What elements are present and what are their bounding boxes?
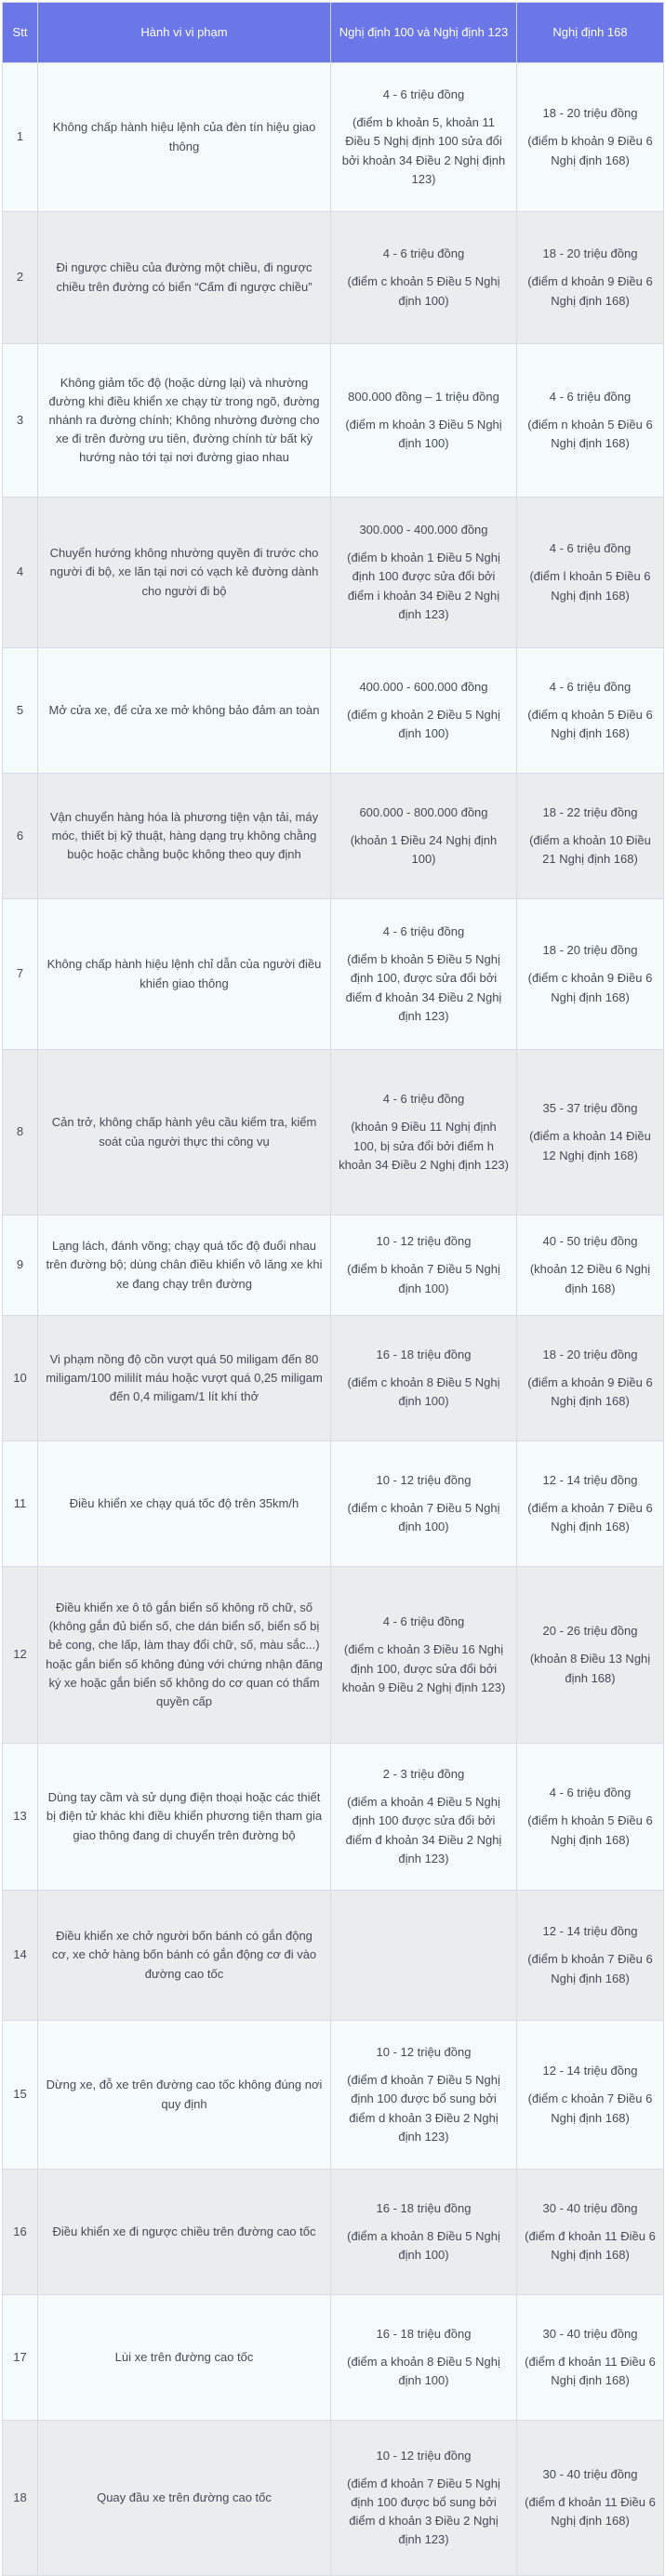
cell-new-fine — [517, 1744, 664, 1891]
violation-text: Dừng xe, đỗ xe trên đường cao tốc không đúng nơi quy định — [46, 2078, 323, 2111]
new-fine-amount: 30 - 40 triệu đồng — [542, 2200, 638, 2215]
old-fine-amount: 16 - 18 triệu đồng — [376, 2326, 472, 2341]
new-fine-amount: 30 - 40 triệu đồng — [542, 2466, 638, 2481]
old-fine-reference: (điểm a khoản 8 Điều 5 Nghị định 100) — [347, 2354, 500, 2388]
cell-new-fine — [517, 1316, 664, 1441]
cell-violation — [38, 2021, 331, 2170]
new-fine-reference: (điểm a khoản 14 Điều 12 Nghị định 168) — [529, 1129, 651, 1162]
new-fine-amount: 12 - 14 triệu đồng — [542, 1472, 638, 1487]
old-fine-reference: (điểm b khoản 7 Điều 5 Nghị định 100) — [347, 1262, 500, 1295]
cell-violation — [38, 1567, 331, 1744]
cell-new-fine — [517, 212, 664, 344]
row-number: 9 — [16, 1257, 24, 1272]
table-row — [3, 2170, 664, 2295]
cell-stt — [3, 1215, 38, 1316]
new-fine-reference: (điểm a khoản 10 Điều 21 Nghị định 168) — [529, 832, 651, 867]
table-body — [3, 63, 664, 2576]
new-fine-amount: 18 - 20 triệu đồng — [542, 106, 638, 121]
header-decree-168: Nghị định 168 — [517, 3, 664, 63]
cell-new-fine — [517, 2295, 664, 2421]
table-header-row — [3, 3, 664, 63]
new-fine-reference: (khoản 8 Điều 13 Nghị định 168) — [529, 1652, 651, 1685]
cell-stt — [3, 1316, 38, 1441]
cell-stt — [3, 648, 38, 774]
cell-old-fine — [331, 2170, 517, 2295]
new-fine-reference: (điểm c khoản 9 Điều 6 Nghị định 168) — [527, 971, 653, 1004]
violation-text: Lùi xe trên đường cao tốc — [114, 2349, 254, 2364]
cell-violation — [38, 1050, 331, 1215]
table-row — [3, 1744, 664, 1891]
cell-violation — [38, 1744, 331, 1891]
cell-old-fine — [331, 2295, 517, 2421]
row-number: 2 — [16, 270, 24, 285]
cell-stt — [3, 63, 38, 212]
row-number: 5 — [16, 702, 24, 717]
table-row — [3, 63, 664, 212]
table-row — [3, 498, 664, 648]
old-fine-reference: (điểm c khoản 8 Điều 5 Nghị định 100) — [347, 1374, 500, 1409]
table-row — [3, 1567, 664, 1744]
violation-text: Điều khiển xe chạy quá tốc độ trên 35km/h — [69, 1495, 299, 1510]
fines-comparison-table — [2, 2, 664, 2576]
old-fine-amount: 400.000 - 600.000 đồng — [359, 679, 488, 694]
new-fine-amount: 18 - 20 triệu đồng — [542, 246, 638, 261]
new-fine-amount: 40 - 50 triệu đồng — [542, 1234, 638, 1249]
row-number: 1 — [16, 129, 24, 144]
old-fine-amount: 16 - 18 triệu đồng — [376, 2200, 472, 2215]
old-fine-amount: 4 - 6 triệu đồng — [382, 246, 465, 261]
old-fine-amount: 300.000 - 400.000 đồng — [359, 523, 488, 538]
row-number: 17 — [13, 2349, 27, 2364]
new-fine-amount: 18 - 22 triệu đồng — [542, 804, 638, 819]
new-fine-amount: 30 - 40 triệu đồng — [542, 2326, 638, 2341]
cell-stt — [3, 2170, 38, 2295]
cell-violation — [38, 2295, 331, 2421]
new-fine-reference: (điểm đ khoản 11 Điều 6 Nghị định 168) — [525, 2354, 656, 2388]
cell-stt — [3, 899, 38, 1050]
cell-stt — [3, 1744, 38, 1891]
new-fine-reference: (điểm đ khoản 11 Điều 6 Nghị định 168) — [525, 2228, 656, 2263]
cell-violation — [38, 1316, 331, 1441]
cell-violation — [38, 2170, 331, 2295]
row-number: 8 — [16, 1124, 24, 1139]
cell-violation — [38, 212, 331, 344]
new-fine-reference: (điểm a khoản 7 Điều 6 Nghị định 168) — [527, 1500, 653, 1534]
table-row — [3, 344, 664, 498]
cell-stt — [3, 2021, 38, 2170]
row-number: 13 — [13, 1809, 27, 1824]
table-row — [3, 899, 664, 1050]
row-number: 16 — [13, 2224, 27, 2238]
new-fine-amount: 12 - 14 triệu đồng — [542, 1924, 638, 1939]
violation-text: Đi ngược chiều của đường một chiều, đi ngược chiều trên đường có biển “Cấm đi ngược chiều” — [56, 260, 313, 294]
table-row — [3, 1316, 664, 1441]
new-fine-reference: (điểm c khoản 7 Điều 6 Nghị định 168) — [527, 2091, 653, 2125]
row-number: 6 — [16, 828, 24, 843]
old-fine-amount: 800.000 đồng – 1 triệu đồng — [348, 389, 499, 404]
cell-new-fine — [517, 1050, 664, 1215]
cell-violation — [38, 1441, 331, 1567]
old-fine-amount: 10 - 12 triệu đồng — [376, 1472, 472, 1487]
cell-new-fine — [517, 899, 664, 1050]
old-fine-reference: (điểm b khoản 5 Điều 5 Nghị định 100, được sửa đổi bởi điểm đ khoản 34 Điều 2 Nghị định 123) — [345, 952, 502, 1023]
cell-violation — [38, 1891, 331, 2021]
new-fine-amount: 12 - 14 triệu đồng — [542, 2064, 638, 2078]
row-number: 4 — [16, 564, 24, 579]
cell-old-fine — [331, 344, 517, 498]
cell-old-fine — [331, 63, 517, 212]
new-fine-amount: 4 - 6 triệu đồng — [549, 679, 632, 694]
cell-violation — [38, 1215, 331, 1316]
old-fine-amount: 4 - 6 triệu đồng — [382, 87, 465, 102]
new-fine-reference: (điểm n khoản 5 Điều 6 Nghị định 168) — [527, 417, 653, 451]
cell-old-fine — [331, 2021, 517, 2170]
old-fine-reference: (điểm a khoản 8 Điều 5 Nghị định 100) — [347, 2228, 500, 2263]
new-fine-reference: (điểm q khoản 5 Điều 6 Nghị định 168) — [527, 707, 653, 741]
old-fine-reference: (điểm b khoản 5, khoản 11 Điều 5 Nghị định 100 sửa đổi bởi khoản 34 Điều 2 Nghị định 123) — [341, 115, 506, 186]
cell-old-fine — [331, 1567, 517, 1744]
table-row — [3, 1215, 664, 1316]
violation-text: Chuyển hướng không nhường quyền đi trước cho người đi bộ, xe lăn tại nơi có vạch kẻ đường dành cho người đi bộ — [49, 546, 319, 598]
old-fine-reference: (khoản 9 Điều 11 Nghị định 100, bị sửa đổi bởi điểm h khoản 34 Điều 2 Nghị định 123) — [339, 1120, 509, 1172]
cell-old-fine — [331, 1891, 517, 2021]
cell-violation — [38, 63, 331, 212]
cell-stt — [3, 1050, 38, 1215]
violation-text: Vi phạm nồng độ cồn vượt quá 50 miligam đến 80 miligam/100 mililít máu hoặc vượt quá 0,25 miligam đến 0,4 miligam/1 lít khí thở — [46, 1351, 323, 1404]
row-number: 12 — [13, 1647, 27, 1662]
old-fine-reference: (điểm m khoản 3 Điều 5 Nghị định 100) — [345, 417, 502, 451]
row-number: 11 — [13, 1495, 27, 1510]
old-fine-amount: 16 - 18 triệu đồng — [376, 1347, 472, 1361]
violation-text: Vận chuyển hàng hóa là phương tiện vận tải, máy móc, thiết bị kỹ thuật, hàng dạng trụ không chằng buộc hoặc chằng buộc không theo quy định — [49, 809, 319, 862]
old-fine-amount: 10 - 12 triệu đồng — [376, 2448, 472, 2463]
new-fine-reference: (điểm l khoản 5 Điều 6 Nghị định 168) — [529, 569, 651, 603]
cell-old-fine — [331, 899, 517, 1050]
table-row — [3, 1441, 664, 1567]
new-fine-reference: (điểm b khoản 9 Điều 6 Nghị định 168) — [527, 134, 653, 167]
new-fine-reference: (điểm d khoản 9 Điều 6 Nghị định 168) — [527, 274, 653, 308]
old-fine-amount: 600.000 - 800.000 đồng — [359, 804, 488, 819]
cell-old-fine — [331, 1441, 517, 1567]
new-fine-amount: 18 - 20 triệu đồng — [542, 1347, 638, 1361]
table-row — [3, 1050, 664, 1215]
new-fine-reference: (điểm h khoản 5 Điều 6 Nghị định 168) — [527, 1813, 653, 1847]
old-fine-reference: (điểm đ khoản 7 Điều 5 Nghị định 100 được bổ sung bởi điểm d khoản 3 Điều 2 Nghị định 123) — [347, 2476, 500, 2547]
violation-text: Không chấp hành hiệu lệnh của đèn tín hiệu giao thông — [52, 120, 316, 153]
cell-new-fine — [517, 344, 664, 498]
violation-text: Lạng lách, đánh võng; chạy quá tốc độ đuổi nhau trên đường bộ; dùng chân điều khiển vô lăng xe khi xe đang chạy trên đường — [46, 1239, 323, 1291]
table-row — [3, 648, 664, 774]
old-fine-reference: (điểm c khoản 5 Điều 5 Nghị định 100) — [347, 274, 500, 308]
violation-text: Không chấp hành hiệu lệnh chỉ dẫn của người điều khiển giao thông — [47, 957, 322, 990]
new-fine-reference: (khoản 12 Điều 6 Nghị định 168) — [529, 1262, 651, 1295]
row-number: 14 — [13, 1947, 27, 1962]
cell-old-fine — [331, 2421, 517, 2576]
old-fine-reference: (điểm c khoản 7 Điều 5 Nghị định 100) — [347, 1500, 500, 1534]
new-fine-amount: 4 - 6 triệu đồng — [549, 1786, 632, 1800]
cell-old-fine — [331, 498, 517, 648]
new-fine-amount: 4 - 6 triệu đồng — [549, 389, 632, 404]
cell-stt — [3, 1567, 38, 1744]
cell-old-fine — [331, 648, 517, 774]
old-fine-amount: 4 - 6 triệu đồng — [382, 1614, 465, 1629]
table-row — [3, 2295, 664, 2421]
row-number: 15 — [13, 2087, 27, 2102]
old-fine-reference: (điểm đ khoản 7 Điều 5 Nghị định 100 được bổ sung bởi điểm d khoản 3 Điều 2 Nghị định 123) — [347, 2073, 500, 2144]
cell-stt — [3, 2421, 38, 2576]
violation-text: Điều khiển xe đi ngược chiều trên đường cao tốc — [52, 2224, 316, 2238]
violation-text: Mở cửa xe, để cửa xe mở không bảo đảm an toàn — [48, 702, 320, 717]
cell-stt — [3, 1441, 38, 1567]
cell-old-fine — [331, 774, 517, 899]
cell-stt — [3, 2295, 38, 2421]
violation-text: Cản trở, không chấp hành yêu cầu kiểm tra, kiểm soát của người thực thi công vụ — [51, 1115, 317, 1149]
row-number: 7 — [16, 966, 24, 981]
cell-violation — [38, 498, 331, 648]
cell-new-fine — [517, 63, 664, 212]
cell-violation — [38, 899, 331, 1050]
cell-new-fine — [517, 1215, 664, 1316]
cell-old-fine — [331, 1215, 517, 1316]
cell-new-fine — [517, 1891, 664, 2021]
cell-new-fine — [517, 1567, 664, 1744]
old-fine-amount: 10 - 12 triệu đồng — [376, 2045, 472, 2060]
header-stt: Stt — [3, 3, 38, 63]
violation-text: Điều khiển xe chở người bốn bánh có gắn động cơ, xe chở hàng bốn bánh có gắn động cơ đi vào đường cao tốc — [51, 1929, 317, 1981]
cell-stt — [3, 498, 38, 648]
cell-old-fine — [331, 1744, 517, 1891]
cell-new-fine — [517, 648, 664, 774]
new-fine-amount: 18 - 20 triệu đồng — [542, 943, 638, 958]
new-fine-reference: (điểm đ khoản 11 Điều 6 Nghị định 168) — [525, 2494, 656, 2529]
new-fine-amount: 20 - 26 triệu đồng — [542, 1624, 638, 1639]
old-fine-reference: (điểm b khoản 1 Điều 5 Nghị định 100 được sửa đổi bởi điểm i khoản 34 Điều 2 Nghị định 123) — [347, 551, 500, 621]
row-number: 10 — [13, 1370, 27, 1385]
header-decree-100-123: Nghị định 100 và Nghị định 123 — [331, 3, 517, 63]
cell-new-fine — [517, 774, 664, 899]
fines-comparison-page — [0, 2, 665, 2576]
cell-stt — [3, 1891, 38, 2021]
old-fine-amount: 2 - 3 triệu đồng — [382, 1767, 465, 1782]
table-row — [3, 1891, 664, 2021]
cell-new-fine — [517, 498, 664, 648]
table-row — [3, 2021, 664, 2170]
cell-violation — [38, 648, 331, 774]
violation-text: Quay đầu xe trên đường cao tốc — [97, 2490, 272, 2504]
header-violation: Hành vi vi phạm — [38, 3, 331, 63]
cell-new-fine — [517, 1441, 664, 1567]
cell-new-fine — [517, 2021, 664, 2170]
row-number: 18 — [13, 2490, 27, 2504]
old-fine-amount: 10 - 12 triệu đồng — [376, 1234, 472, 1249]
cell-violation — [38, 344, 331, 498]
old-fine-reference: (điểm a khoản 4 Điều 5 Nghị định 100 được sửa đổi bởi điểm đ khoản 34 Điều 2 Nghị định 123) — [345, 1795, 502, 1866]
violation-text: Không giảm tốc độ (hoặc dừng lại) và nhường đường khi điều khiển xe chạy từ trong ngõ, đường nhánh ra đường chính; Không nhường đường cho xe đi trên đường ưu tiên, đường chính từ bất kỳ hướng nào tới tại nơi đường giao nhau — [48, 375, 320, 465]
new-fine-reference: (điểm b khoản 7 Điều 6 Nghị định 168) — [527, 1952, 653, 1985]
new-fine-amount: 35 - 37 triệu đồng — [542, 1101, 638, 1116]
cell-stt — [3, 344, 38, 498]
cell-violation — [38, 2421, 331, 2576]
cell-new-fine — [517, 2421, 664, 2576]
cell-stt — [3, 212, 38, 344]
old-fine-amount: 4 - 6 triệu đồng — [382, 924, 465, 939]
violation-text: Dùng tay cầm và sử dụng điện thoại hoặc các thiết bị điện tử khác khi điều khiển phương tiện tham gia giao thông đang di chuyển trên đường bộ — [46, 1790, 323, 1842]
row-number: 3 — [16, 412, 24, 427]
cell-new-fine — [517, 2170, 664, 2295]
table-row — [3, 212, 664, 344]
cell-old-fine — [331, 212, 517, 344]
new-fine-reference: (điểm a khoản 9 Điều 6 Nghị định 168) — [527, 1374, 653, 1409]
new-fine-amount: 4 - 6 triệu đồng — [549, 541, 632, 556]
table-row — [3, 774, 664, 899]
table-row — [3, 2421, 664, 2576]
old-fine-amount: 4 - 6 triệu đồng — [382, 1092, 465, 1107]
violation-text: Điều khiển xe ô tô gắn biển số không rõ chữ, số (không gắn đủ biển số, che dán biển số, biển số bị bẻ cong, che lấp, làm thay đổi chữ, số, màu sắc...) hoặc gắn biển số không đúng với chứng nhận đăng ký xe hoặc gắn biển số không do cơ quan có thẩm quyền cấp — [46, 1600, 323, 1708]
cell-violation — [38, 774, 331, 899]
cell-old-fine — [331, 1316, 517, 1441]
old-fine-reference: (khoản 1 Điều 24 Nghị định 100) — [350, 832, 498, 867]
old-fine-reference: (điểm c khoản 3 Điều 16 Nghị định 100, được sửa đổi bởi khoản 9 Điều 2 Nghị định 123) — [341, 1642, 506, 1694]
old-fine-reference: (điểm g khoản 2 Điều 5 Nghị định 100) — [347, 707, 500, 741]
cell-stt — [3, 774, 38, 899]
cell-old-fine — [331, 1050, 517, 1215]
